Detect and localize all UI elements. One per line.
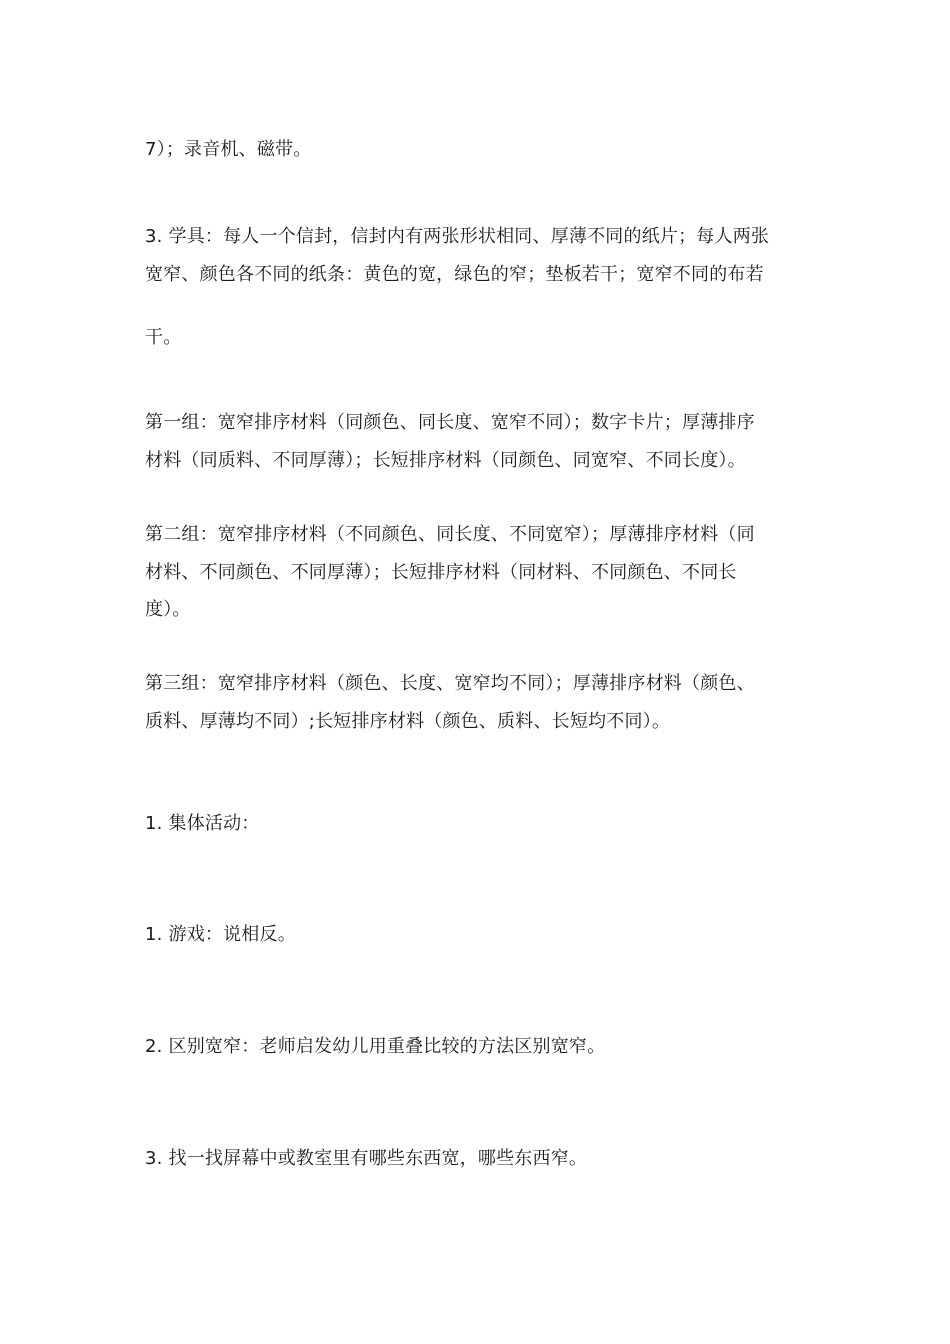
- text-line-group-2-a: 第二组：宽窄排序材料（不同颜色、同长度、不同宽窄）；厚薄排序材料（同: [145, 524, 755, 545]
- text-line-game: 1. 游戏：说相反。: [145, 924, 296, 945]
- text-line-find-wide-narrow: 3. 找一找屏幕中或教室里有哪些东西宽，哪些东西窄。: [145, 1148, 588, 1169]
- text-line-group-2-c: 度）。: [145, 599, 191, 620]
- text-line-group-1-b: 材料（同质料、不同厚薄）；长短排序材料（同颜色、同宽窄、不同长度）。: [145, 450, 746, 471]
- text-line-group-1-a: 第一组：宽窄排序材料（同颜色、同长度、宽窄不同）；数字卡片；厚薄排序: [145, 412, 755, 433]
- text-line-student-tools-3: 干。: [145, 327, 182, 348]
- text-line-student-tools-1: 3. 学具：每人一个信封，信封内有两张形状相同、厚薄不同的纸片；每人两张: [145, 226, 770, 247]
- text-line-collective-activity: 1. 集体活动：: [145, 813, 260, 834]
- text-line-materials-end: 7）；录音机、磁带。: [145, 139, 312, 160]
- text-line-group-3-b: 质料、厚薄均不同）;长短排序材料（颜色、质料、长短均不同）。: [145, 711, 671, 732]
- text-line-student-tools-2: 宽窄、颜色各不同的纸条：黄色的宽，绿色的窄；垫板若干；宽窄不同的布若: [145, 264, 764, 285]
- text-line-group-3-a: 第三组：宽窄排序材料（颜色、长度、宽窄均不同）；厚薄排序材料（颜色、: [145, 673, 755, 694]
- text-line-group-2-b: 材料、不同颜色、不同厚薄）；长短排序材料（同材料、不同颜色、不同长: [145, 562, 737, 583]
- text-line-distinguish-width: 2. 区别宽窄：老师启发幼儿用重叠比较的方法区别宽窄。: [145, 1036, 606, 1057]
